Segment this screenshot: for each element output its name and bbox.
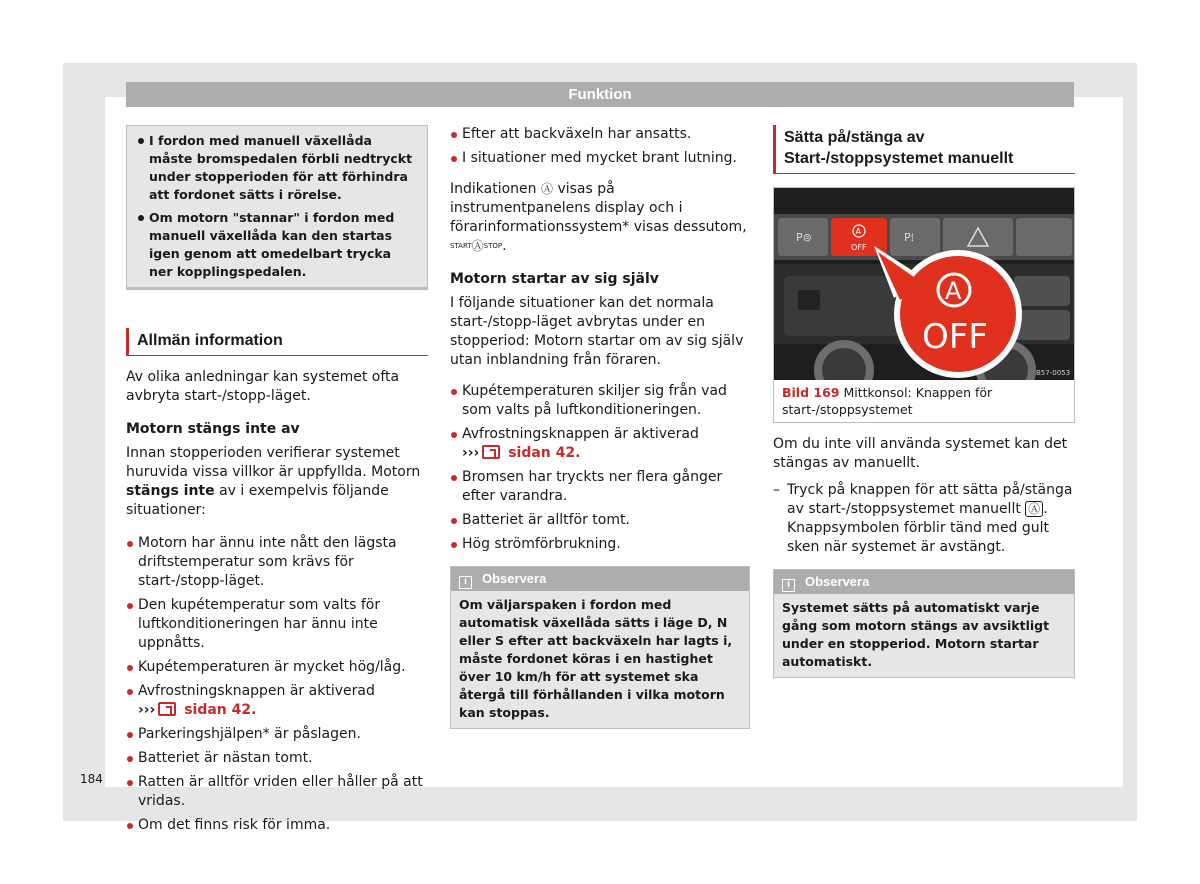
page-reference-link[interactable]: ››› sidan 42. <box>462 445 581 461</box>
page-reference-link[interactable]: ››› sidan 42. <box>138 702 257 718</box>
note-box <box>450 566 750 729</box>
page-number: 184 <box>80 772 103 786</box>
note-header: i Observera <box>774 570 1074 594</box>
center-console-drawing <box>774 188 1074 380</box>
console-illustration <box>774 188 1074 380</box>
list-item: Kupétemperaturen skiljer sig från vad som valts på luftkonditioneringen. <box>450 382 750 420</box>
drive-mode-button <box>1016 218 1072 256</box>
note-box <box>773 569 1075 678</box>
stop-indicator: STOP <box>483 242 503 250</box>
svg-text:OFF: OFF <box>922 317 988 357</box>
warning-box <box>126 125 428 290</box>
list-item: Batteriet är nästan tomt. <box>126 749 428 768</box>
info-icon: i <box>459 576 472 589</box>
paragraph-restart: I följande situationer kan det normala start-/stopp-läget avbrytas under en stopperiod: Motorn startar om av sig själv utan inblandning från föraren. <box>450 295 744 368</box>
list-item: Ratten är alltför vriden eller håller på att vridas. <box>126 773 428 811</box>
list-item: Parkeringshjälpen* är påslagen. <box>126 725 428 744</box>
subheading-engine-restarts: Motorn startar av sig själv <box>450 271 659 287</box>
column-3 <box>773 125 1075 678</box>
subheading-engine-not-stopping: Motorn stängs inte av <box>126 421 300 437</box>
svg-text:OFF: OFF <box>851 243 867 252</box>
paragraph-manual: Om du inte vill använda systemet kan det stängas av manuellt. <box>773 436 1068 471</box>
section-title-manual: Sätta på/stänga av Start-/stoppsystemet manuellt <box>773 125 1075 174</box>
start-stop-symbol-icon: Ⓐ <box>540 182 553 196</box>
note-header: i Observera <box>451 567 749 591</box>
start-stop-button-icon: Ⓐ <box>1025 501 1043 517</box>
list-item: Motorn har ännu inte nått den lägsta driftstemperatur som krävs för start-/stopp-läget. <box>126 534 428 591</box>
warning-item: Om motorn "stannar" i fordon med manuell växellåda kan den startas igen genom att omedelbart trycka ner kopplingspedalen. <box>137 209 417 281</box>
list-item: Avfrostningsknappen är aktiverad ››› sidan 42. <box>126 682 428 720</box>
book-icon <box>482 445 500 459</box>
start-indicator: START <box>450 242 472 250</box>
warning-item: I fordon med manuell växellåda måste bromspedalen förbli nedtryckt under stopperioden för att förhindra att fordonet sätts i rörelse. <box>137 132 417 204</box>
list-item: Om det finns risk för imma. <box>126 816 428 835</box>
park-assist-button <box>890 218 940 256</box>
svg-text:A: A <box>855 227 861 236</box>
svg-text:A: A <box>945 277 962 305</box>
list-item: Batteriet är alltför tomt. <box>450 511 750 530</box>
list-item: Efter att backväxeln har ansatts. <box>450 125 750 144</box>
list-item: I situationer med mycket brant lutning. <box>450 149 750 168</box>
svg-text:P⊜: P⊜ <box>796 231 812 244</box>
start-stop-symbol-icon: Ⓐ <box>471 239 484 253</box>
page-header: Funktion <box>126 82 1074 107</box>
paragraph-indication: Indikationen Ⓐ visas på instrumentpanelens display och i förarinformationssystem* visas dessutom, STARTⒶSTOP. <box>450 181 747 254</box>
paragraph-conditions: Innan stopperioden verifierar systemet huruvida vissa villkor är uppfyllda. Motorn stängs inte av i exempelvis följande situationer: <box>126 445 421 518</box>
book-icon <box>158 702 176 716</box>
figure-caption: Bild 169 Mittkonsol: Knappen för start-/stoppsystemet <box>782 385 993 417</box>
list-item: Bromsen har tryckts ner flera gånger efter varandra. <box>450 468 750 506</box>
instruction-step: – Tryck på knappen för att sätta på/stänga av start-/stoppsystemet manuellt Ⓐ . Knappsymbolen förblir tänd med gult sken när systemet är avstängt. <box>773 481 1075 557</box>
svg-text:P⁞: P⁞ <box>904 231 915 244</box>
figure-169 <box>773 187 1075 423</box>
list-item: Kupétemperaturen är mycket hög/låg. <box>126 658 428 677</box>
svg-text:B57-0053: B57-0053 <box>1036 369 1071 377</box>
list-item: Hög strömförbrukning. <box>450 535 750 554</box>
info-icon: i <box>782 579 795 592</box>
section-title-general: Allmän information <box>126 328 428 356</box>
list-item: Avfrostningsknappen är aktiverad ››› sidan 42. <box>450 425 750 463</box>
column-2 <box>450 125 750 729</box>
list-item: Den kupétemperatur som valts för luftkonditioneringen har ännu inte uppnåtts. <box>126 596 428 653</box>
intro-paragraph: Av olika anledningar kan systemet ofta avbryta start-/stopp-läget. <box>126 369 400 404</box>
note-text: Om väljarspaken i fordon med automatisk växellåda sätts i läge D, N eller S efter att backväxeln har lagts i, måste fordonet köras i en hastighet över 10 km/h för att systemet ska återgå till förhållanden i vilka motorn kan stoppas. <box>451 591 749 728</box>
column-1 <box>126 125 428 835</box>
figure-label: Bild 169 <box>782 385 840 400</box>
note-text: Systemet sätts på automatiskt varje gång som motorn stängs av avsiktligt under en stopperiod. Motorn startar automatiskt. <box>774 594 1074 677</box>
